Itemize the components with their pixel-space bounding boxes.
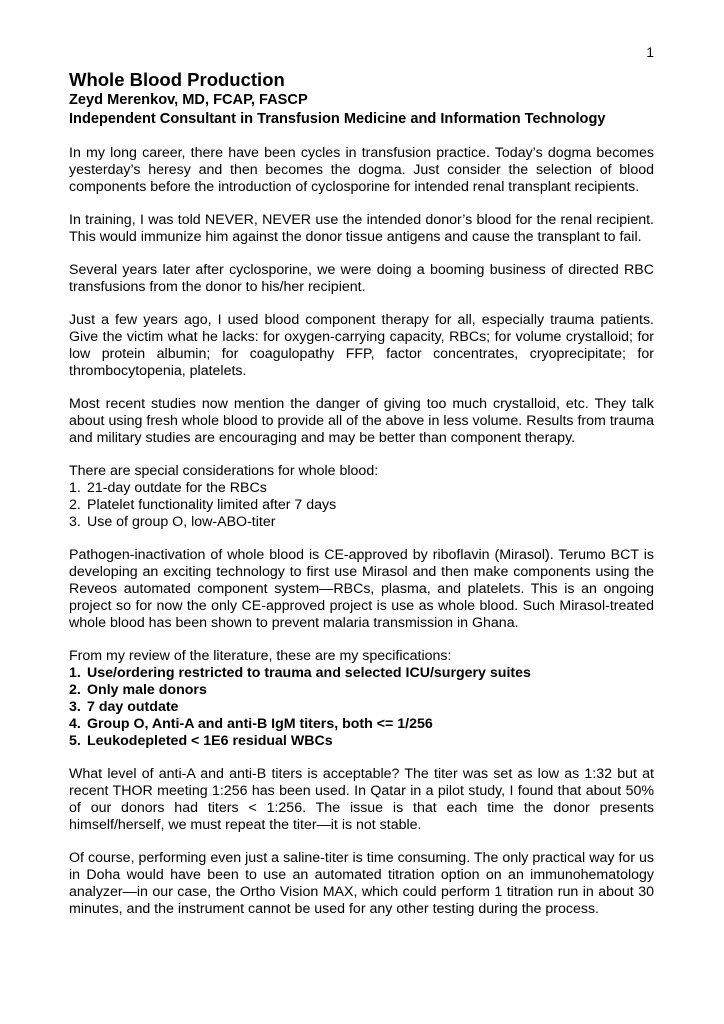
considerations-list	[69, 480, 654, 531]
list-number: 3.	[69, 514, 81, 530]
paragraph-component-therapy: Just a few years ago, I used blood component therapy for all, especially trauma patients. Give the victim what he lacks: for oxygen-carrying capacity, RBCs; for volume crystalloid; for low protein albumin; for coagulopathy FFP, factor concentrates, cryoprecipitate; for thrombocytopenia, platelets.	[69, 312, 654, 379]
list-text: Group O, Anti-A and anti-B IgM titers, both <= 1/256	[87, 716, 433, 732]
list-item	[69, 733, 654, 750]
list-item	[69, 682, 654, 699]
affiliation-line: Independent Consultant in Transfusion Medicine and Information Technology	[69, 111, 606, 127]
considerations-intro: There are special considerations for whole blood:	[69, 463, 379, 479]
paragraph-training: In training, I was told NEVER, NEVER use the intended donor’s blood for the renal recipient. This would immunize him against the donor tissue antigens and cause the transplant to fail.	[69, 212, 654, 245]
list-number: 2.	[69, 682, 81, 698]
paragraph-saline-titer: Of course, performing even just a saline-titer is time consuming. The only practical way for us in Doha would have been to use an automated titration option on an immunohematology analyzer—in our case, the Ortho Vision MAX, which could perform 1 titration run in about 30 minutes, and the instrument cannot be used for any other testing during the process.	[69, 850, 654, 917]
list-number: 3.	[69, 699, 81, 715]
paragraph-dogma-cycles: In my long career, there have been cycles in transfusion practice. Today’s dogma becomes yesterday’s heresy and then becomes the dogma. Just consider the selection of blood components before the introduction of cyclosporine for intended renal transplant recipients.	[69, 145, 654, 195]
list-item	[69, 665, 654, 682]
list-text: Only male donors	[87, 682, 207, 698]
list-text: 21-day outdate for the RBCs	[87, 480, 267, 496]
author-line: Zeyd Merenkov, MD, FCAP, FASCP	[69, 92, 308, 108]
paragraph-recent-studies: Most recent studies now mention the danger of giving too much crystalloid, etc. They talk about using fresh whole blood to provide all of the above in less volume. Results from trauma and military studies are encouraging and may be better than component therapy.	[69, 396, 654, 446]
list-item	[69, 497, 654, 514]
list-item	[69, 716, 654, 733]
specifications-list	[69, 665, 654, 750]
list-number: 5.	[69, 733, 81, 749]
list-text: Use/ordering restricted to trauma and selected ICU/surgery suites	[87, 665, 531, 681]
list-number: 1.	[69, 665, 81, 681]
list-number: 2.	[69, 497, 81, 513]
paragraph-titers: What level of anti-A and anti-B titers is acceptable? The titer was set as low as 1:32 but at recent THOR meeting 1:256 has been used. In Qatar in a pilot study, I found that about 50% of our donors had titers < 1:256. The issue is that each time the donor presents himself/herself, we must repeat the titer—it is not stable.	[69, 766, 654, 833]
paragraph-cyclosporine: Several years later after cyclosporine, we were doing a booming business of directed RBC transfusions from the donor to his/her recipient.	[69, 262, 654, 295]
paragraph-pathogen-inactivation: Pathogen-inactivation of whole blood is CE-approved by riboflavin (Mirasol). Terumo BCT is developing an exciting technology to first use Mirasol and then make components using the Reveos automated component system—RBCs, plasma, and platelets. This is an ongoing project so for now the only CE-approved project is use as whole blood. Such Mirasol-treated whole blood has been shown to prevent malaria transmission in Ghana.	[69, 547, 654, 631]
list-text: Platelet functionality limited after 7 days	[87, 497, 337, 513]
document-body	[69, 68, 654, 918]
specifications-intro: From my review of the literature, these are my specifications:	[69, 648, 452, 664]
list-item	[69, 699, 654, 716]
document-title: Whole Blood Production	[69, 69, 285, 90]
list-number: 4.	[69, 716, 81, 732]
page-number: 1	[646, 44, 654, 60]
list-text: Leukodepleted < 1E6 residual WBCs	[87, 733, 333, 749]
list-item	[69, 480, 654, 497]
list-text: Use of group O, low-ABO-titer	[87, 514, 276, 530]
list-number: 1.	[69, 480, 81, 496]
list-text: 7 day outdate	[87, 699, 179, 715]
list-item	[69, 514, 654, 531]
